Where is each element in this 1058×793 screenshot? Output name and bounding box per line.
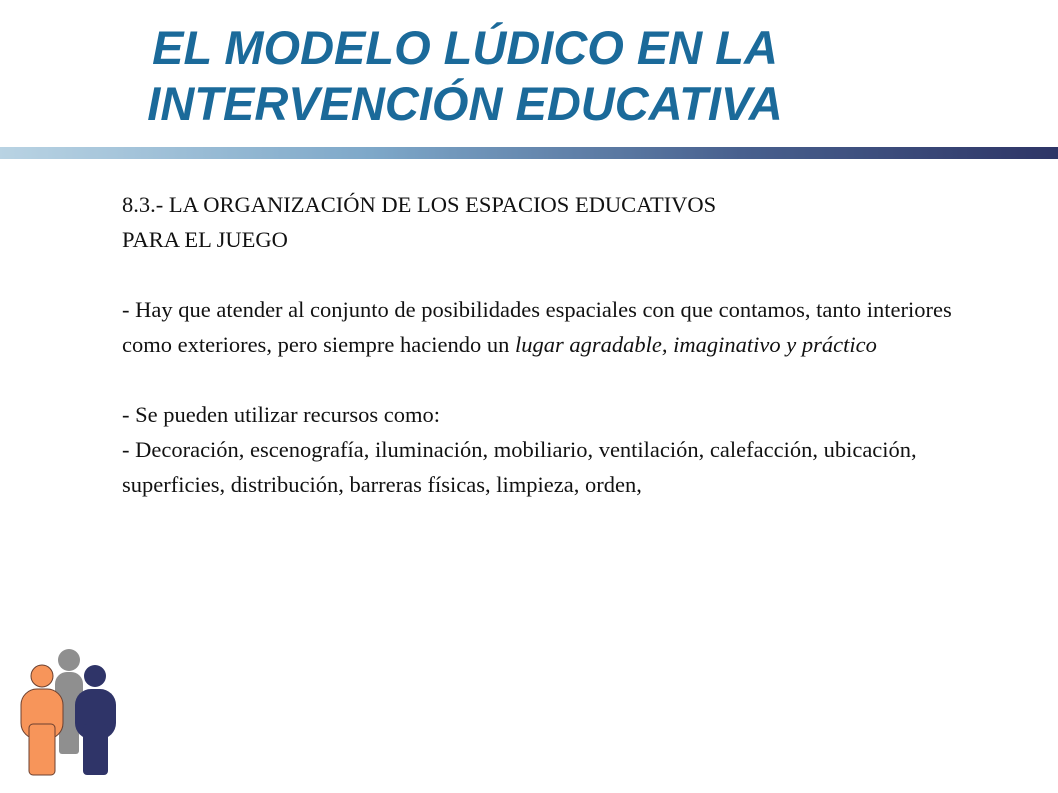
slide-title — [0, 20, 930, 132]
people-group-icon — [12, 648, 122, 783]
paragraph-resources-list: - Decoración, escenografía, iluminación, mobiliario, ventilación, calefacción, ubicación, superficies, distribución, barreras físicas, limpieza, orden, — [122, 437, 917, 497]
paragraph-spaces-text: - Hay que atender al conjunto de posibilidades espaciales con que contamos, tanto interiores como exteriores, pero siempre haciendo un — [122, 297, 952, 357]
title-divider-bar — [0, 147, 1058, 159]
section-heading-line-1: 8.3.- LA ORGANIZACIÓN DE LOS ESPACIOS EDUCATIVOS — [122, 192, 717, 217]
paragraph-spaces — [122, 292, 982, 362]
section-heading-line-2: PARA EL JUEGO — [122, 227, 288, 252]
paragraph-resources-intro: - Se pueden utilizar recursos como: — [122, 402, 441, 427]
spacer — [122, 362, 982, 397]
title-line-1: EL MODELO LÚDICO EN LA — [152, 21, 778, 74]
spacer — [122, 257, 982, 292]
slide-body — [122, 187, 982, 502]
section-heading — [122, 187, 982, 257]
paragraph-spaces-emphasis: lugar agradable, imaginativo y práctico — [514, 332, 877, 357]
title-line-2: INTERVENCIÓN EDUCATIVA — [147, 77, 783, 130]
